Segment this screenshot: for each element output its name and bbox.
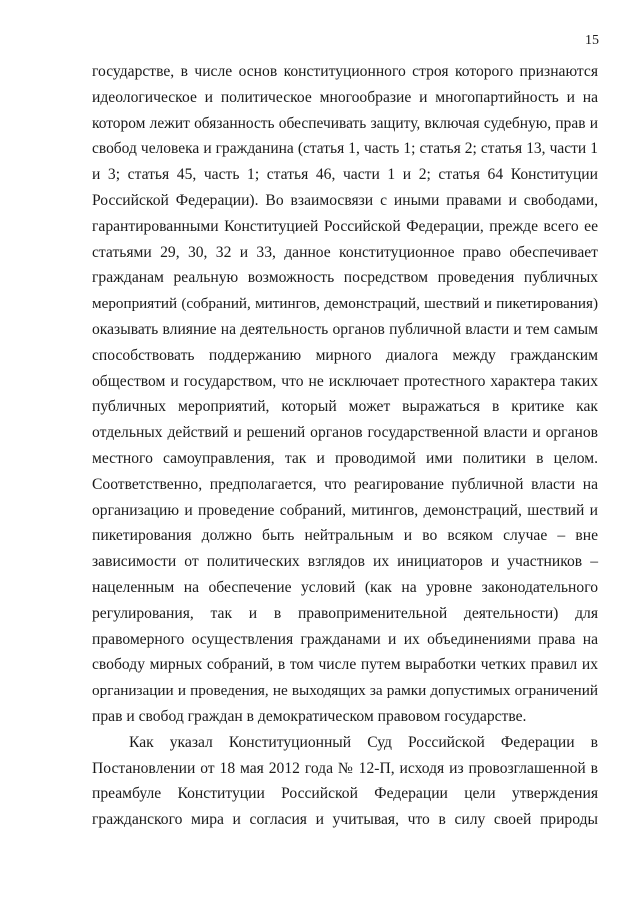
text-line: способствовать поддержанию мирного диалога между гражданским	[92, 346, 598, 364]
text-line: гражданам реальную возможность посредством проведения публичных	[92, 269, 598, 287]
text-line: Российской Федерации). Во взаимосвязи с иными правами и свободами,	[92, 191, 598, 209]
text-line: отдельных действий и решений органов государственной власти и органов	[92, 424, 598, 442]
text-line: идеологическое и политическое многообразие и многопартийность и на	[92, 88, 598, 106]
text-line: зависимости от политических взглядов их инициаторов и участников –	[92, 553, 598, 571]
text-line: Соответственно, предполагается, что реагирование публичной власти на	[92, 475, 598, 493]
text-line: преамбуле Конституции Российской Федерации цели утверждения	[92, 785, 598, 803]
document-body	[92, 59, 598, 833]
paragraph-2	[92, 730, 598, 833]
text-line: правомерного осуществления гражданами и их объединениями права на	[92, 630, 598, 648]
text-line: пикетирования должно быть нейтральным и во всяком случае – вне	[92, 527, 598, 545]
text-line: свободу мирных собраний, в том числе путем выработки четких правил их	[92, 656, 598, 674]
text-line: и 3; статья 45, часть 1; статья 46, части 1 и 2; статья 64 Конституции	[92, 166, 598, 184]
text-line: государстве, в числе основ конституционного строя которого признаются	[92, 63, 598, 80]
text-line: местного самоуправления, так и проводимой ими политики в целом.	[92, 449, 598, 467]
text-line: регулирования, так и в правоприменительной деятельности) для	[92, 604, 598, 622]
text-line: гарантированными Конституцией Российской Федерации, прежде всего ее	[92, 217, 598, 235]
paragraph-1	[92, 59, 598, 730]
text-line: организации и проведения, не выходящих за рамки допустимых ограничений	[92, 682, 598, 700]
text-line: оказывать влияние на деятельность органов публичной власти и тем самым	[92, 320, 598, 338]
text-line: Как указал Конституционный Суд Российской Федерации в	[129, 733, 598, 751]
text-line: обществом и государством, что не исключает протестного характера таких	[92, 372, 598, 390]
text-line: статьями 29, 30, 32 и 33, данное конституционное право обеспечивает	[92, 243, 598, 261]
text-line: Постановлении от 18 мая 2012 года № 12-П, исходя из провозглашенной в	[92, 759, 598, 777]
text-line: нацеленным на обеспечение условий (как на уровне законодательного	[92, 578, 598, 596]
text-line: мероприятий (собраний, митингов, демонстраций, шествий и пикетирования)	[92, 295, 598, 313]
text-line: котором лежит обязанность обеспечивать защиту, включая судебную, прав и	[92, 114, 598, 132]
text-line: организацию и проведение собраний, митингов, демонстраций, шествий и	[92, 501, 598, 519]
page-number: 15	[585, 33, 599, 48]
text-line: гражданского мира и согласия и учитывая, что в силу своей природы	[92, 811, 598, 829]
text-line: прав и свобод граждан в демократическом правовом государстве.	[92, 707, 527, 725]
text-line: публичных мероприятий, который может выражаться в критике как	[92, 398, 598, 416]
text-line: свобод человека и гражданина (статья 1, часть 1; статья 2; статья 13, части 1	[92, 140, 598, 158]
